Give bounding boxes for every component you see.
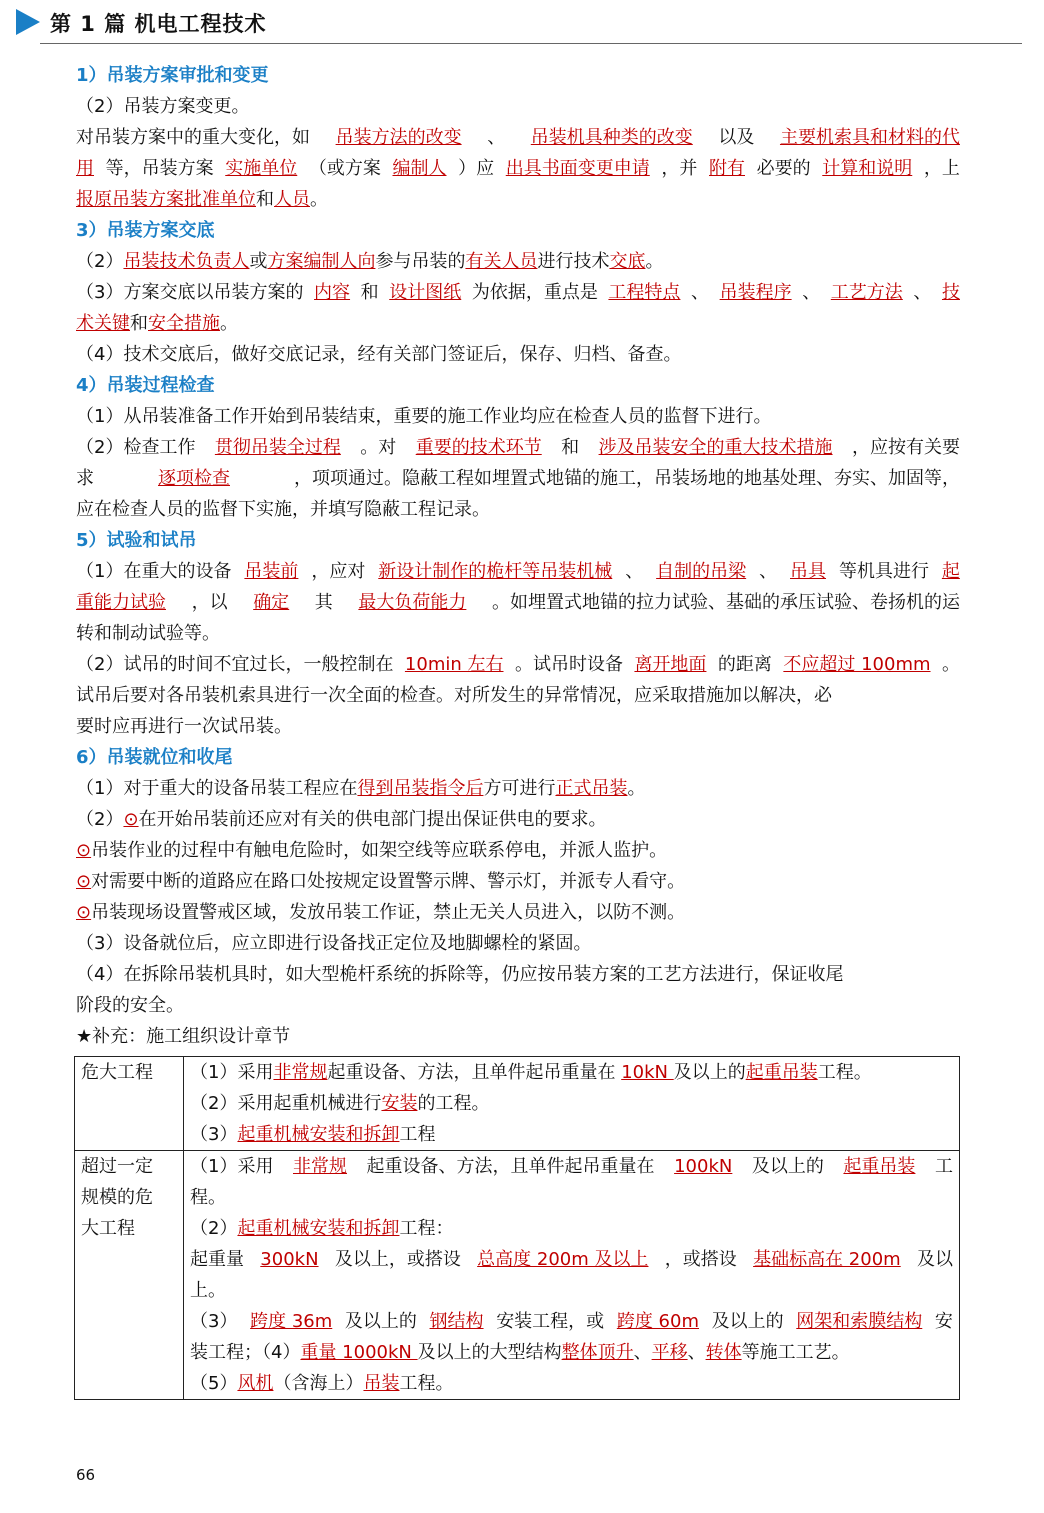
table-line — [190, 1337, 953, 1368]
text-run: （5） — [190, 1373, 238, 1394]
text-run: 。如埋置式地锚的拉力试验、基础的承压试验、卷扬机的运 — [491, 592, 960, 613]
paragraph-line — [76, 277, 960, 308]
text-run: （2） — [76, 251, 124, 272]
keyword-underline: 人员 — [274, 189, 310, 210]
text-run: （2） — [76, 809, 124, 830]
paragraph-line: 转和制动试验等。 — [76, 623, 220, 644]
text-run: 吊装作业的过程中有触电危险时，如架空线等应联系停电，并派人监护。 — [91, 840, 668, 861]
text-run: 对需要中断的道路应在路口处按规定设置警示牌、警示灯，并派专人看守。 — [91, 871, 686, 892]
keyword-underline: 吊装程序 — [719, 282, 792, 303]
paragraph-line — [76, 184, 960, 215]
text-run: 以及 — [718, 127, 755, 148]
text-run: 起重设备、方法，且单件起吊重量在 — [327, 1062, 622, 1083]
section-heading: 1）吊装方案审批和变更 — [76, 65, 269, 86]
paragraph-line: （3）设备就位后，应立即进行设备找正定位及地脚螺栓的紧固。 — [76, 933, 592, 954]
keyword-underline: 计算和说明 — [822, 158, 913, 179]
text-run: 起重量 — [190, 1249, 244, 1270]
text-run: （2） — [190, 1218, 238, 1239]
keyword-underline: 最大负荷能力 — [358, 592, 467, 613]
text-run: 等，吊装方案 — [105, 158, 214, 179]
keyword-underline: 涉及吊装安全的重大技术措施 — [598, 437, 833, 458]
text-run: ，应按有关要 — [851, 437, 960, 458]
text-run: （或方案 — [308, 158, 381, 179]
table-line — [190, 1057, 953, 1088]
text-run: 、 — [633, 1342, 652, 1363]
keyword-underline: 吊装前 — [244, 561, 299, 582]
keyword-underline: 主要机索具和材料的代 — [779, 127, 960, 148]
triangle-marker-icon — [16, 9, 40, 35]
text-run: （含海上） — [273, 1373, 364, 1394]
keyword-underline: 内容 — [314, 282, 351, 303]
text-run: 、 — [913, 282, 932, 303]
keyword-underline: 重量 1000kN — [300, 1342, 418, 1363]
text-run: 及以上的大型结构 — [417, 1342, 562, 1363]
table-label: 危大工程 — [81, 1062, 153, 1083]
text-run: 和 — [130, 313, 148, 334]
keyword-underline: 重能力试验 — [76, 592, 166, 613]
paragraph-line — [76, 866, 960, 897]
table-line — [190, 1368, 953, 1399]
paragraph-line — [76, 587, 960, 618]
text-run: 。对 — [360, 437, 397, 458]
text-run: 必要的 — [756, 158, 811, 179]
text-run: 和 — [360, 282, 379, 303]
paragraph-line: 阶段的安全。 — [76, 995, 184, 1016]
keyword-underline: 不应超过 100mm — [783, 654, 931, 675]
keyword-underline: 风机 — [237, 1373, 274, 1394]
keyword-underline: 总高度 200m 及以上 — [477, 1249, 649, 1270]
text-run: 装工程；（4） — [190, 1342, 301, 1363]
keyword-underline: 跨度 36m — [250, 1311, 333, 1332]
text-run: 及以上的 — [751, 1156, 824, 1177]
text-run: 、 — [487, 127, 506, 148]
text-run: （2）采用起重机械进行 — [190, 1093, 382, 1114]
keyword-underline: 起重吊装 — [843, 1156, 916, 1177]
text-run: ，以 — [191, 592, 228, 613]
paragraph-line — [76, 897, 960, 928]
text-run: 等机具进行 — [838, 561, 929, 582]
table-line — [190, 1151, 953, 1182]
keyword-underline: 正式吊装 — [555, 778, 628, 799]
paragraph-line: （4）在拆除吊装机具时，如大型桅杆系统的拆除等，仍应按吊装方案的工艺方法进行，保证收尾 — [76, 964, 844, 985]
text-run: （2）检查工作 — [76, 437, 196, 458]
text-run: 。试吊时设备 — [514, 654, 623, 675]
keyword-underline: 整体顶升 — [561, 1342, 634, 1363]
text-run: （3） — [190, 1311, 238, 1332]
paragraph-line — [76, 432, 960, 463]
text-run: 为依据，重点是 — [471, 282, 598, 303]
paragraph-line — [76, 122, 960, 153]
keyword-underline: 用 — [76, 158, 94, 179]
paragraph-line — [76, 246, 960, 277]
keyword-underline: 钢结构 — [429, 1311, 484, 1332]
keyword-underline: 设计图纸 — [389, 282, 462, 303]
text-run: 及以上的 — [673, 1062, 746, 1083]
keyword-underline: 非常规 — [293, 1156, 347, 1177]
paragraph-line: 应在检查人员的监督下实施，并填写隐蔽工程记录。 — [76, 499, 490, 520]
text-run: 及以上的 — [344, 1311, 417, 1332]
keyword-underline: 起重吊装 — [745, 1062, 818, 1083]
keyword-underline: 起 — [941, 561, 960, 582]
keyword-underline: 安装 — [381, 1093, 418, 1114]
text-run: ，应对 — [311, 561, 366, 582]
table-line — [190, 1306, 953, 1337]
table-label: 大工程 — [81, 1218, 135, 1239]
keyword-underline: 交底 — [609, 251, 646, 272]
section-heading: 5）试验和试吊 — [76, 530, 197, 551]
keyword-underline: 基础标高在 200m — [753, 1249, 901, 1270]
paragraph-line — [76, 153, 960, 184]
text-run: 求 — [76, 468, 94, 489]
text-run: （1）采用 — [190, 1062, 274, 1083]
keyword-underline: 离开地面 — [634, 654, 707, 675]
text-run: 对吊装方案中的重大变化，如 — [76, 127, 310, 148]
keyword-underline: 工程特点 — [608, 282, 681, 303]
text-run: 工程： — [399, 1218, 454, 1239]
section-heading: 6）吊装就位和收尾 — [76, 747, 233, 768]
text-run: 。 — [627, 778, 646, 799]
keyword-underline: 跨度 60m — [616, 1311, 699, 1332]
table-line: 上。 — [190, 1280, 226, 1301]
paragraph-line — [76, 835, 960, 866]
keyword-underline: 技 — [941, 282, 960, 303]
paragraph-line: （2）吊装方案变更。 — [76, 96, 250, 117]
paragraph-line — [76, 773, 960, 804]
text-run: ，上 — [923, 158, 960, 179]
text-run: 进行技术 — [537, 251, 610, 272]
paragraph-line — [76, 649, 960, 680]
text-run: 参与吊装的 — [375, 251, 466, 272]
text-run: 、 — [759, 561, 778, 582]
keyword-underline: 100kN — [674, 1156, 733, 1177]
paragraph-line — [76, 556, 960, 587]
header-rule — [40, 43, 1022, 44]
table-row — [75, 1151, 960, 1400]
keyword-underline: 10kN — [621, 1062, 674, 1083]
text-run: 。 — [942, 654, 960, 675]
keyword-underline: 方案编制人向 — [267, 251, 376, 272]
keyword-underline: 非常规 — [273, 1062, 328, 1083]
table-line — [190, 1213, 953, 1244]
keyword-underline: 平移 — [651, 1342, 688, 1363]
text-run: 、 — [802, 282, 821, 303]
text-run: （3）方案交底以吊装方案的 — [76, 282, 304, 303]
paragraph-line: （1）从吊装准备工作开始到吊装结束，重要的施工作业均应在检查人员的监督下进行。 — [76, 406, 772, 427]
table-line — [190, 1088, 953, 1119]
text-run: 及以上的 — [711, 1311, 784, 1332]
keyword-underline: 得到吊装指令后 — [357, 778, 484, 799]
table-line: 程。 — [190, 1187, 226, 1208]
keyword-underline: 吊装 — [363, 1373, 400, 1394]
paragraph-line — [76, 308, 960, 339]
keyword-underline: 重要的技术环节 — [415, 437, 542, 458]
text-run: 、 — [625, 561, 644, 582]
keyword-underline: 10min 左右 — [404, 654, 504, 675]
circle-dot-icon: ⊙ — [76, 871, 92, 892]
text-run: 工 — [934, 1156, 953, 1177]
keyword-underline: 吊装方法的改变 — [335, 127, 462, 148]
table-content-cell — [184, 1151, 960, 1400]
keyword-underline: 300kN — [260, 1249, 319, 1270]
keyword-underline: 吊具 — [790, 561, 827, 582]
paragraph-line: 要时应再进行一次试吊装。 — [76, 716, 292, 737]
keyword-underline: 转体 — [705, 1342, 742, 1363]
keyword-underline: 确定 — [253, 592, 290, 613]
keyword-underline: 术关键 — [76, 313, 130, 334]
document-body — [76, 60, 960, 1052]
page-header — [0, 0, 1044, 46]
construction-table — [74, 1056, 960, 1400]
paragraph-line: 试吊后要对各吊装机索具进行一次全面的检查。对所发生的异常情况，应采取措施加以解决，必 — [76, 685, 832, 706]
text-run: 安 — [934, 1311, 953, 1332]
text-run: 及以 — [917, 1249, 953, 1270]
paragraph-line — [76, 804, 960, 835]
text-run: （1）对于重大的设备吊装工程应在 — [76, 778, 358, 799]
keyword-underline: 贯彻吊装全过程 — [214, 437, 341, 458]
text-run: 或 — [249, 251, 268, 272]
text-run: （1）在重大的设备 — [76, 561, 232, 582]
circle-dot-icon: ⊙ — [76, 840, 92, 861]
circle-dot-icon: ⊙ — [123, 809, 139, 830]
page-number: 66 — [76, 1466, 96, 1484]
text-run: 、 — [691, 282, 710, 303]
text-run: 和 — [256, 189, 274, 210]
text-run: ，项项通过。隐蔽工程如埋置式地锚的施工，吊装场地的地基处理、夯实、加固等， — [294, 468, 960, 489]
text-run: 其 — [314, 592, 333, 613]
keyword-underline: 有关人员 — [465, 251, 538, 272]
keyword-underline: 起重机械安装和拆卸 — [237, 1124, 400, 1145]
text-run: 吊装现场设置警戒区域，发放吊装工作证，禁止无关人员进入，以防不测。 — [91, 902, 686, 923]
table-label: 规模的危 — [81, 1187, 153, 1208]
text-run: ，或搭设 — [664, 1249, 737, 1270]
table-row — [75, 1057, 960, 1151]
table-label: 超过一定 — [81, 1156, 153, 1177]
text-run: 等施工工艺。 — [741, 1342, 850, 1363]
table-line — [190, 1119, 953, 1150]
section-heading: 4）吊装过程检查 — [76, 375, 215, 396]
table-label-cell — [75, 1057, 184, 1151]
keyword-underline: 自制的吊梁 — [656, 561, 747, 582]
supplement-note: ★补充：施工组织设计章节 — [76, 1026, 291, 1047]
text-run: 的工程。 — [417, 1093, 490, 1114]
table-content-cell — [184, 1057, 960, 1151]
text-run: 起重设备、方法，且单件起吊重量在 — [366, 1156, 655, 1177]
table-line — [190, 1244, 953, 1275]
keyword-underline: 实施单位 — [225, 158, 298, 179]
keyword-underline: 逐项检查 — [158, 468, 230, 489]
text-run: 。 — [220, 313, 238, 334]
text-run: ）应 — [458, 158, 495, 179]
table-label-cell — [75, 1151, 184, 1400]
keyword-underline: 吊装技术负责人 — [123, 251, 250, 272]
text-run: 。 — [310, 189, 328, 210]
text-run: ，并 — [661, 158, 698, 179]
text-run: 及以上，或搭设 — [334, 1249, 461, 1270]
keyword-underline: 安全措施 — [148, 313, 220, 334]
text-run: 工程。 — [817, 1062, 872, 1083]
text-run: （2）试吊的时间不宜过长，一般控制在 — [76, 654, 394, 675]
keyword-underline: 吊装机具种类的改变 — [530, 127, 693, 148]
text-run: 在开始吊装前还应对有关的供电部门提出保证供电的要求。 — [138, 809, 607, 830]
keyword-underline: 附有 — [709, 158, 745, 179]
keyword-underline: 编制人 — [392, 158, 447, 179]
text-run: 和 — [561, 437, 580, 458]
keyword-underline: 新设计制作的桅杆等吊装机械 — [378, 561, 613, 582]
keyword-underline: 起重机械安装和拆卸 — [237, 1218, 400, 1239]
text-run: 、 — [687, 1342, 706, 1363]
keyword-underline: 报原吊装方案批准单位 — [76, 189, 256, 210]
keyword-underline: 网架和索膜结构 — [796, 1311, 923, 1332]
text-run: 方可进行 — [483, 778, 556, 799]
header-title: 第 1 篇 机电工程技术 — [50, 12, 267, 36]
text-run: （1）采用 — [190, 1156, 274, 1177]
section-heading: 3）吊装方案交底 — [76, 220, 215, 241]
text-run: 工程。 — [399, 1373, 454, 1394]
text-run: 。 — [645, 251, 664, 272]
text-run: 的距离 — [717, 654, 772, 675]
keyword-underline: 工艺方法 — [830, 282, 903, 303]
text-run: 安装工程，或 — [496, 1311, 605, 1332]
paragraph-line: （4）技术交底后，做好交底记录，经有关部门签证后，保存、归档、备查。 — [76, 344, 682, 365]
text-run: 工程 — [399, 1124, 436, 1145]
keyword-underline: 出具书面变更申请 — [505, 158, 650, 179]
circle-dot-icon: ⊙ — [76, 902, 92, 923]
paragraph-line — [76, 463, 960, 494]
text-run: （3） — [190, 1124, 238, 1145]
